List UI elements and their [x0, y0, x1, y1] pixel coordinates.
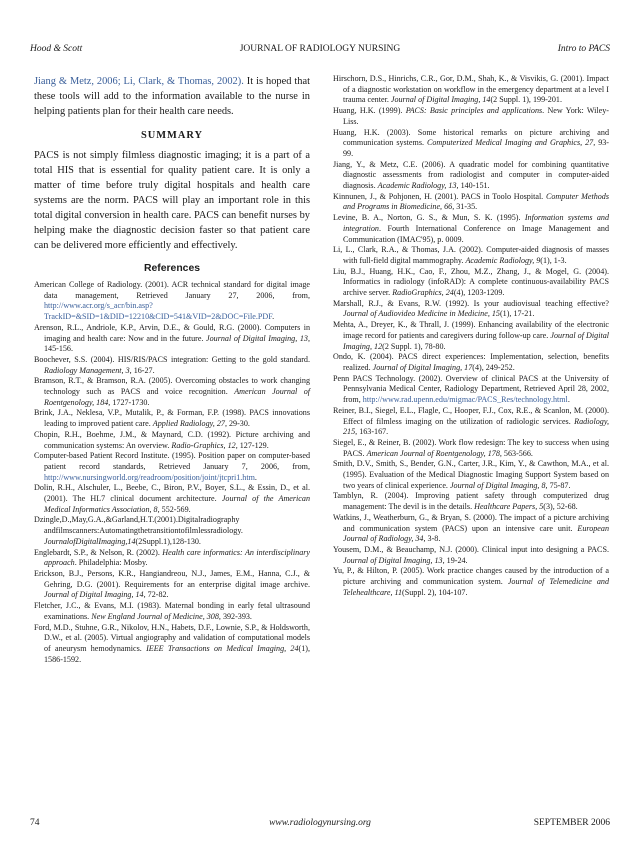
reference-source-italic: Academic Radiology, 13 [377, 181, 457, 191]
reference-source-italic: Applied Radiology, 27 [152, 419, 225, 429]
reference-entry [333, 545, 609, 566]
reference-entry [333, 267, 609, 299]
reference-source-italic: JournalofDigitalImaging,14 [44, 536, 136, 546]
reference-text: Boochever, S.S. (2004). HIS/RIS/PACS integration: Getting to the gold standard. [34, 354, 310, 364]
reference-entry [333, 128, 609, 160]
intro-paragraph [34, 74, 310, 119]
reference-entry [333, 74, 609, 106]
reference-tail: , 75-87. [545, 480, 571, 490]
reference-tail: (2 Suppl. 1), 199-201. [490, 95, 562, 105]
reference-list-left [34, 280, 310, 665]
reference-text: Jiang, Y., & Metz, C.E. (2006). A quadratic model for combining quantitative diagnostic assessments from radiologist and computer in computer-aided diagnosis. [333, 159, 609, 191]
reference-text: Brink, J.A., Neklesa, V.P., Mutalik, P., & Forman, F.P. (1998). PACS innovations leading to improved patient care. [34, 408, 310, 429]
reference-tail: , 163-167. [355, 427, 389, 437]
reference-tail: , 19-24. [442, 555, 468, 565]
reference-entry [333, 513, 609, 545]
reference-tail: . [254, 472, 257, 482]
reference-tail: (Suppl. 2), 104-107. [402, 587, 468, 597]
reference-tail: . [567, 395, 570, 405]
reference-text: Computer-based Patient Record Institute. (1995). Position paper on computer-based patient record standards, Retrieved January 7, 2006, from, [34, 451, 310, 471]
intro-paragraph-text: It is hoped that these tools will add to the information available to the nurse in helping patients plan for their health care needs. [34, 76, 310, 117]
reference-source-italic: Journal of Digital Imaging, 17 [372, 362, 473, 372]
reference-entry [34, 451, 310, 483]
running-header [30, 44, 610, 58]
reference-text: American College of Radiology. (2001). ACR technical standard for digital image data management, Retrieved January 27, 2006, from, [34, 280, 310, 300]
reference-source-italic: Health care informatics: An interdisciplinary approach [44, 547, 310, 568]
issue-date: SEPTEMBER 2006 [533, 818, 610, 828]
reference-source-italic: Journal of Digital Imaging, 14 [390, 95, 491, 105]
reference-tail: (2Suppl.1),128-130. [135, 536, 201, 546]
reference-source-italic: New England Journal of Medicine, 308 [91, 611, 219, 621]
reference-tail: . Fourth International Conference on Image Management and Communication (IMAC'95), p. 0009. [343, 223, 609, 244]
header-section: Intro to PACS [557, 44, 610, 54]
reference-tail: , 93-99. [343, 138, 609, 158]
reference-entry [333, 438, 609, 459]
header-journal-title: JOURNAL OF RADIOLOGY NURSING [239, 44, 401, 54]
reference-source-italic: Journal of Telemedicine and Telehealthcare, 11 [343, 577, 609, 597]
reference-text: Hirschorn, D.S., Hinrichs, C.R., Gor, D.M., Shah, K., & Visvikis, G. (2001). Impact of a diagnostic workstation on workflow in the emergency department at a level I trauma center. [333, 74, 609, 105]
reference-tail: , 29-30. [224, 419, 250, 429]
reference-tail: (3), 52-68. [543, 502, 578, 512]
reference-text: Englebardt, S.P., & Nelson, R. (2002). [34, 547, 163, 557]
reference-entry [34, 376, 310, 408]
reference-tail: (1), 1-3. [540, 255, 567, 265]
reference-entry [333, 406, 609, 438]
reference-source-italic: Radiology Management, 3 [44, 365, 130, 375]
reference-text: Tamblyn, R. (2004). Improving patient safety through computerized drug management: The devil is in the details. [333, 491, 609, 512]
reference-entry [34, 601, 310, 622]
reference-entry [333, 299, 609, 320]
journal-url-link[interactable]: www.radiologynursing.org [269, 818, 371, 828]
reference-text: Levine, B. A., Norton, G. S., & Mun, S. K. (1995). [333, 213, 525, 223]
reference-entry [34, 623, 310, 666]
reference-source-italic: Journal of Digital Imaging, 13 [206, 333, 308, 343]
reference-url-link[interactable]: http://www.nursingworld.org/readroom/position/joint/jtcpri1.htm [44, 472, 255, 482]
reference-source-italic: Academic Radiology, 9 [465, 255, 541, 265]
reference-entry [333, 320, 609, 352]
reference-tail: . [272, 312, 275, 322]
reference-text: Ondo, K. (2004). PACS direct experiences: Implementation, selection, benefits realized. [333, 352, 609, 372]
reference-tail: , 3-8. [423, 534, 441, 544]
reference-source-italic: American Journal of Roentgenology, 178 [366, 448, 500, 458]
reference-tail: , 127-129. [235, 440, 269, 450]
inline-citation-link[interactable]: Jiang & Metz, 2006; Li, Clark, & Thomas, 2002). [34, 76, 244, 87]
reference-source-italic: Radio-Graphics, 12 [171, 440, 236, 450]
reference-entry [34, 355, 310, 376]
reference-source-italic: Information systems and integration [343, 213, 610, 233]
reference-tail: , 140-151. [456, 181, 490, 191]
reference-tail: , 552-569. [157, 504, 191, 514]
reference-text: Erickson, B.J., Persons, K.R., Hangiandreou, N.J., James, E.M., Hanna, C.J., & Gehring, D.G. (2001). Requirements for an enterprise digital image archive. [34, 568, 310, 589]
reference-entry [333, 213, 609, 245]
reference-text: Ford, M.D., Stuhne, G.R., Nikolov, H.N., Habets, D.F., Lownie, S.P., & Holdsworth, D.W., et al. (2005). Virtual angiography and validation of computational models of aneurysm hemodynamics. [34, 622, 310, 653]
reference-entry [34, 430, 310, 451]
reference-source-italic: Computerized Medical Imaging and Graphics, 27 [426, 138, 594, 148]
reference-tail: (1), 17-21. [499, 309, 535, 319]
reference-text: Chopin, R.H., Boehme, J.M., & Maynard, C.D. (1992). Picture archiving and communication systems: An overview. [34, 429, 310, 450]
summary-heading: SUMMARY [140, 130, 204, 141]
reference-entry [333, 160, 609, 192]
reference-tail: , 1727-1730. [108, 397, 150, 407]
reference-tail: , 31-35. [452, 202, 478, 212]
reference-source-italic: PACS: Basic principles and applications [405, 106, 543, 116]
reference-source-italic: IEEE Transactions on Medical Imaging, 24 [146, 643, 299, 653]
reference-source-italic: Journal of Digital Imaging, 12 [343, 330, 609, 351]
summary-paragraph: PACS is not simply filmless diagnostic imaging; it is a part of a total HIS that is essential for quality patient care. It is only a matter of time before truly digital hospitals and health care systems are the norm. PACS will play an important role in this total digital conversion in health care. PACS can benefit nurses by helping make the diagnostic decision faster so that patient care can be delivered more efficiently and effectively. [34, 150, 310, 251]
reference-entry [333, 192, 609, 213]
reference-source-italic: Journal of the American Medical Informatics Association, 8 [44, 494, 310, 514]
header-authors: Hood & Scott [30, 44, 83, 54]
reference-entry [333, 374, 609, 406]
reference-tail: , 563-566. [499, 448, 533, 458]
reference-text: Yousem, D.M., & Beauchamp, N.J. (2000). Clinical input into designing a PACS. [333, 544, 609, 554]
reference-tail: , 16-27. [129, 365, 155, 375]
reference-source-italic: Radiology, 215 [343, 416, 609, 437]
references-heading: References [143, 263, 201, 274]
reference-source-italic: Journal of Digital Imaging, 14 [44, 590, 144, 600]
reference-tail: . Philadelphia: Mosby. [74, 558, 148, 568]
page-footer [30, 818, 610, 832]
reference-text: Dolin, R.H., Alschuler, L., Beebe, C., Biron, P.V., Boyer, S.L., & Essin, D., et al. (2001). The HL7 clinical document architecture. [34, 483, 310, 504]
reference-entry [333, 491, 609, 512]
reference-source-italic: Journal of Digital Imaging, 13 [343, 555, 443, 565]
reference-source-italic: Computer Methods and Programs in Biomedicine, 66 [343, 191, 609, 212]
reference-text: Li, L., Clark, R.A., & Thomas, J.A. (2002). Computer-aided diagnosis of masses with full-field digital mammography. [333, 245, 609, 265]
reference-entry [34, 515, 310, 547]
reference-text: Penn PACS Technology. (2002). Overview of clinical PACS at the University of Pennsylvania Medical Center, Radiology Department, Retrieved April 28, 2002, from, [333, 373, 609, 405]
reference-url-link[interactable]: http://www.rad.upenn.edu/migmac/PACS_Res/technology.html [362, 395, 568, 405]
reference-tail: , 392-393. [218, 611, 252, 621]
reference-entry [333, 106, 609, 127]
reference-list-right [333, 74, 609, 598]
reference-text: Yu, P., & Hilton, P. (2005). Work practice changes caused by the introduction of a picture archiving and communication system. [333, 566, 609, 587]
reference-text: Huang, H.K. (2003). Some historical remarks on picture archiving and communication systems. [333, 127, 609, 148]
reference-text: Arenson, R.L., Andriole, K.P., Arvin, D.E., & Gould, R.G. (2000). Computers in imaging and health care: Now and in the future. [34, 322, 310, 343]
reference-text: Watkins, J., Weatherburn, G., & Bryan, S. (2000). The impact of a picture archiving and communication system (PACS) upon an intensive care unit. [333, 512, 609, 533]
reference-tail: (4), 1203-1209. [453, 288, 505, 298]
reference-entry [333, 245, 609, 266]
reference-source-italic: RadioGraphics, 24 [392, 288, 454, 298]
reference-entry [333, 352, 609, 373]
reference-text: Reiner, B.I., Siegel, E.L., Flagle, C., Hooper, F.J., Cox, R.E., & Scanlon, M. (2000). Effect of filmless imaging on the utilization of radiologic services. [333, 405, 609, 426]
reference-text: Liu, B.J., Huang, H.K., Cao, F., Zhou, M.Z., Zhang, J., & Mogel, G. (2004). Informatics in radiology (infoRAD): A complete continuous-availability PACS archive server. [333, 266, 609, 298]
reference-entry [333, 459, 609, 491]
reference-source-italic: Journal of Audiovideo Medicine in Medicine, 15 [343, 309, 500, 319]
reference-tail: (2 Suppl. 1), 78-80. [382, 341, 446, 351]
reference-entry [34, 408, 310, 429]
reference-text: Smith, D.V., Smith, S., Bender, G.N., Carter, J.R., Kim, Y., & Cawthon, M.A., et al. (1995). Evaluation of the Medical Diagnostic Imaging Support System based on two years of clinical experience. [333, 459, 609, 490]
right-column [333, 74, 609, 598]
reference-text: Huang, H.K. (1999). [333, 106, 406, 116]
page-number: 74 [30, 818, 40, 828]
reference-tail: (4), 249-252. [472, 362, 515, 372]
reference-tail: . New York: Wiley-Liss. [343, 106, 609, 126]
reference-text: Siegel, E., & Reiner, B. (2002). Work flow redesign: The key to success when using PACS. [333, 437, 609, 458]
reference-source-italic: Journal of Digital Imaging, 8 [449, 480, 546, 490]
reference-url-link[interactable]: http://www.acr.org/s_acr/bin.asp?TrackID=&SID=1&DID=12210&CID=541&VID=2&DOC=File.PDF [44, 301, 273, 322]
reference-source-italic: European Journal of Radiology, 34 [343, 523, 609, 544]
reference-text: Fletcher, J.C., & Evans, M.I. (1983). Maternal bonding in early fetal ultrasound examinations. [34, 601, 310, 621]
reference-tail: (1), 1586-1592. [44, 643, 310, 664]
reference-text: Mehta, A., Dreyer, K., & Thrall, J. (1999). Enhancing availability of the electronic image record for patients and caregivers during follow-up care. [333, 320, 609, 340]
reference-text: Dzingle,D.,May,G.A.,&Garland,H.T.(2001).Digitalradiography andfilmscanners:Automatingthetransitiontofilmlessradiology. [34, 515, 243, 536]
reference-entry [34, 569, 310, 601]
reference-tail: , 72-82. [143, 590, 169, 600]
reference-entry [34, 548, 310, 569]
reference-text: Bramson, R.T., & Bramson, R.A. (2005). Overcoming obstacles to work changing technology such as PACS and voice recognition. [34, 376, 310, 397]
left-column [34, 74, 310, 665]
reference-entry [34, 483, 310, 515]
reference-entry [34, 323, 310, 355]
reference-entry [34, 280, 310, 323]
reference-source-italic: American Journal of Roentgenology, 184 [44, 387, 310, 407]
reference-tail: , 145-156. [44, 333, 310, 354]
reference-text: Kinnunen, J., & Pohjonen, H. (2001). PACS in Toolo Hospital. [333, 191, 546, 201]
reference-source-italic: Healthcare Papers, 5 [474, 502, 544, 512]
reference-text: Marshall, R.J., & Evans, R.W. (1992). Is your audiovisual teaching effective? [333, 298, 609, 308]
reference-entry [333, 566, 609, 598]
